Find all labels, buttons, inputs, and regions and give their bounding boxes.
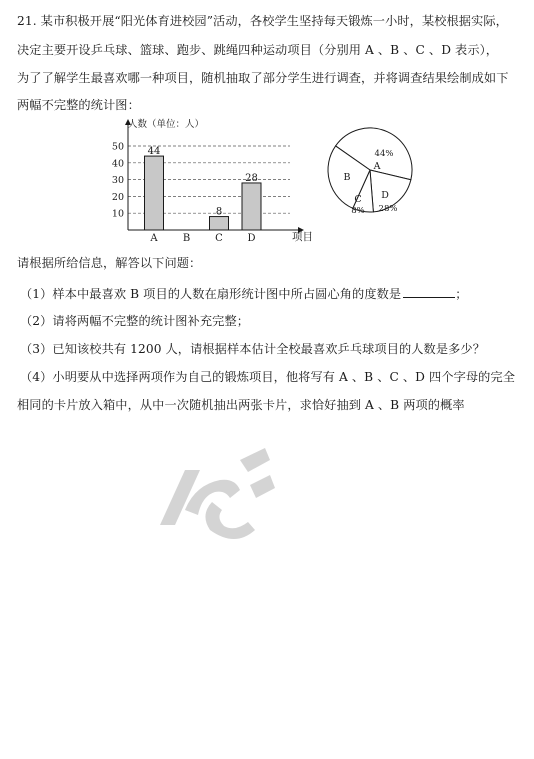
problem-line-1: 21. 某市积极开展“阳光体育进校园”活动，各校学生坚持每天锻炼一小时，某校根据实际，	[17, 14, 508, 28]
pie-label-c: C	[354, 194, 362, 205]
pie-label-a: A	[373, 161, 381, 172]
answer-blank[interactable]	[403, 288, 455, 298]
question-1-end: ；	[455, 287, 468, 301]
problem-line-2: 决定主要开设乒乓球、篮球、跑步、跳绳四种运动项目（分别用 A 、B 、C 、D 表示），	[17, 43, 499, 57]
x-tick-label: B	[182, 233, 191, 244]
question-3: （3）已知该校共有 1200 人，请根据样本估计全校最喜欢乒乓球项目的人数是多少？	[20, 342, 485, 356]
x-tick-label: A	[150, 233, 158, 244]
pie-percent-d: 28%	[378, 204, 398, 214]
pie-percent-a: 44%	[374, 149, 394, 159]
bar-chart	[100, 115, 313, 245]
watermark-logo	[140, 430, 290, 550]
question-2: （2）请将两幅不完整的统计图补充完整；	[20, 314, 250, 328]
pie-chart	[325, 125, 425, 225]
pie-label-d: D	[381, 190, 389, 201]
bar-value-label: 28	[245, 172, 258, 184]
question-4-line-1: （4）小明要从中选择两项作为自己的锻炼项目，他将写有 A 、B 、C 、D 四个字母的完全	[20, 370, 516, 384]
y-tick-label: 40	[111, 158, 124, 170]
y-tick-label: 30	[111, 175, 124, 187]
y-tick-label: 20	[111, 191, 124, 203]
bar-value-label: 8	[215, 206, 223, 218]
question-1	[20, 285, 468, 302]
bar-value-label: 44	[147, 146, 161, 158]
y-tick-label: 50	[111, 141, 124, 153]
pie-percent-c: 8%	[351, 206, 365, 216]
bar-d	[242, 183, 261, 230]
pie-label-b: B	[343, 172, 351, 183]
x-tick-label: C	[215, 233, 223, 244]
y-tick-label: 10	[111, 208, 124, 220]
x-tick-label: D	[247, 233, 256, 244]
question-intro: 请根据所给信息，解答以下问题：	[17, 256, 202, 270]
question-4-line-2: 相同的卡片放入箱中，从中一次随机抽出两张卡片，求恰好抽到 A 、B 两项的概率	[17, 398, 465, 412]
question-1-text: （1）样本中最喜欢 B 项目的人数在扇形统计图中所占圆心角的度数是	[20, 287, 402, 301]
y-axis-label: 人数（单位：人）	[128, 119, 205, 130]
problem-line-4: 两幅不完整的统计图：	[17, 98, 140, 112]
x-axis-label: 项目	[292, 231, 313, 243]
problem-line-3: 为了了解学生最喜欢哪一种项目，随机抽取了部分学生进行调查，并将调查结果绘制成如下	[17, 71, 509, 85]
bar-c	[210, 217, 229, 230]
bar-a	[145, 156, 164, 230]
